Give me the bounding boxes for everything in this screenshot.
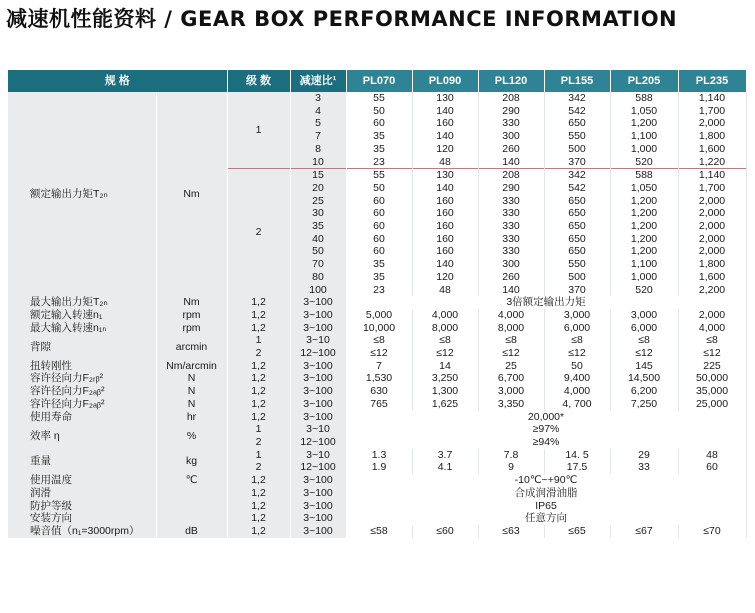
value-cell: 4,000	[412, 309, 478, 322]
value-cell: 120	[412, 271, 478, 284]
header-stage: 级 数	[227, 70, 290, 92]
ratio-cell: 70	[290, 258, 346, 271]
value-cell: ≤65	[544, 525, 610, 538]
value-cell: 160	[412, 117, 478, 130]
value-cell: 145	[610, 360, 678, 373]
unit-cell: ℃	[156, 474, 227, 487]
table-row	[8, 322, 746, 335]
header-spec: 规 格	[8, 70, 227, 92]
value-cell: 1,140	[678, 169, 746, 182]
ratio-cell: 3~10	[290, 423, 346, 436]
value-cell: ≤8	[412, 334, 478, 347]
value-cell: 650	[544, 207, 610, 220]
value-cell: 60	[346, 245, 412, 258]
header-model-pl070: PL070	[346, 70, 412, 92]
value-cell: 60	[346, 233, 412, 246]
ratio-cell: 3~100	[290, 309, 346, 322]
value-cell: ≤8	[544, 334, 610, 347]
value-cell: 3,000	[478, 385, 544, 398]
ratio-cell: 10	[290, 156, 346, 169]
value-cell: 1,200	[610, 195, 678, 208]
value-cell: 1,140	[678, 92, 746, 105]
row-label-efficiency: 效率 η	[8, 423, 156, 448]
value-cell: 9	[478, 461, 544, 474]
value-cell: 50	[346, 182, 412, 195]
value-cell: 25	[478, 360, 544, 373]
value-cell: 300	[478, 258, 544, 271]
value-cell: 140	[412, 258, 478, 271]
unit-cell	[156, 512, 227, 525]
ratio-cell: 3~100	[290, 372, 346, 385]
value-cell: 合成润滑油脂	[346, 487, 746, 500]
value-cell: 500	[544, 143, 610, 156]
value-cell: 550	[544, 130, 610, 143]
value-cell: 650	[544, 220, 610, 233]
unit-cell: Nm	[156, 296, 227, 309]
ratio-cell: 4	[290, 105, 346, 118]
value-cell: 1,700	[678, 182, 746, 195]
value-cell: 48	[678, 449, 746, 462]
value-cell: 3,000	[544, 309, 610, 322]
value-cell: 17.5	[544, 461, 610, 474]
ratio-cell: 15	[290, 169, 346, 182]
value-cell: 330	[478, 245, 544, 258]
value-cell: 3,000	[610, 309, 678, 322]
value-cell: 1,200	[610, 245, 678, 258]
value-cell: 160	[412, 220, 478, 233]
header-model-pl235: PL235	[678, 70, 746, 92]
row-label-radial-force: 容许径向力F₂ₐᵦ²	[8, 398, 156, 411]
value-cell: 1,050	[610, 182, 678, 195]
row-label-protection: 防护等级	[8, 500, 156, 513]
value-cell: 60	[346, 195, 412, 208]
row-label-noise: 噪音值（n₁=3000rpm）	[8, 525, 156, 538]
table-row	[8, 449, 746, 462]
value-cell: 7,250	[610, 398, 678, 411]
value-cell: 14,500	[610, 372, 678, 385]
ratio-cell: 12~100	[290, 461, 346, 474]
value-cell: 370	[544, 156, 610, 169]
value-cell: 10,000	[346, 322, 412, 335]
ratio-cell: 3~10	[290, 334, 346, 347]
value-cell: 330	[478, 117, 544, 130]
value-cell: 1,220	[678, 156, 746, 169]
value-cell: 7	[346, 360, 412, 373]
value-cell: 50	[544, 360, 610, 373]
table-row	[8, 385, 746, 398]
header-ratio: 减速比¹	[290, 70, 346, 92]
value-cell: 1,200	[610, 117, 678, 130]
stage-cell: 1,2	[227, 360, 290, 373]
value-cell: ≤12	[610, 347, 678, 360]
stage-cell: 2	[227, 347, 290, 360]
unit-cell: rpm	[156, 322, 227, 335]
stage-cell: 2	[227, 461, 290, 474]
value-cell: 2,000	[678, 117, 746, 130]
row-label-service-life: 使用寿命	[8, 411, 156, 424]
unit-cell: %	[156, 423, 227, 448]
value-cell: 650	[544, 245, 610, 258]
row-label-backlash: 背隙	[8, 334, 156, 359]
value-cell: 1,700	[678, 105, 746, 118]
value-cell: 1,530	[346, 372, 412, 385]
value-cell: 520	[610, 156, 678, 169]
value-cell: 1,600	[678, 143, 746, 156]
value-cell: ≥97%	[346, 423, 746, 436]
value-cell: 330	[478, 207, 544, 220]
value-cell: ≤12	[478, 347, 544, 360]
row-label-lubrication: 润滑	[8, 487, 156, 500]
table-row	[8, 512, 746, 525]
value-cell: 370	[544, 284, 610, 297]
header-model-pl090: PL090	[412, 70, 478, 92]
value-cell: 6,000	[610, 322, 678, 335]
stage-cell: 1,2	[227, 411, 290, 424]
value-cell: ≤12	[544, 347, 610, 360]
value-cell: 1,800	[678, 130, 746, 143]
value-cell: 14	[412, 360, 478, 373]
value-cell: 2,000	[678, 195, 746, 208]
value-cell: 1,625	[412, 398, 478, 411]
stage-cell: 1,2	[227, 372, 290, 385]
value-cell: 9,400	[544, 372, 610, 385]
header-model-pl120: PL120	[478, 70, 544, 92]
row-label-weight: 重量	[8, 449, 156, 474]
header-model-pl155: PL155	[544, 70, 610, 92]
table-row	[8, 525, 746, 538]
ratio-cell: 8	[290, 143, 346, 156]
value-cell: 55	[346, 169, 412, 182]
value-cell: 342	[544, 169, 610, 182]
value-cell: 1.9	[346, 461, 412, 474]
value-cell: 140	[478, 156, 544, 169]
ratio-cell: 5	[290, 117, 346, 130]
row-label-mounting: 安装方向	[8, 512, 156, 525]
unit-cell: Nm/arcmin	[156, 360, 227, 373]
table-header-row	[8, 70, 746, 92]
value-cell: 520	[610, 284, 678, 297]
row-label-max-speed: 最大输入转速n₁ₙ	[8, 322, 156, 335]
value-cell: 35,000	[678, 385, 746, 398]
value-cell: 5,000	[346, 309, 412, 322]
value-cell: 650	[544, 195, 610, 208]
value-cell: 23	[346, 156, 412, 169]
value-cell: 650	[544, 233, 610, 246]
value-cell: 290	[478, 182, 544, 195]
value-cell: 1,800	[678, 258, 746, 271]
ratio-cell: 20	[290, 182, 346, 195]
value-cell: 160	[412, 233, 478, 246]
unit-cell: N	[156, 385, 227, 398]
value-cell: 20,000*	[346, 411, 746, 424]
ratio-cell: 25	[290, 195, 346, 208]
ratio-cell: 3~100	[290, 385, 346, 398]
ratio-cell: 30	[290, 207, 346, 220]
table-row	[8, 423, 746, 436]
ratio-cell: 7	[290, 130, 346, 143]
unit-cell	[156, 487, 227, 500]
value-cell: 4, 700	[544, 398, 610, 411]
table-row	[8, 411, 746, 424]
value-cell: 290	[478, 105, 544, 118]
row-label-stiffness: 扭转刚性	[8, 360, 156, 373]
stage-cell: 1,2	[227, 474, 290, 487]
value-cell: 208	[478, 169, 544, 182]
value-cell: 342	[544, 92, 610, 105]
value-cell: 1.3	[346, 449, 412, 462]
value-cell: 630	[346, 385, 412, 398]
ratio-cell: 3~100	[290, 525, 346, 538]
value-cell: ≤60	[412, 525, 478, 538]
stage-cell: 1,2	[227, 398, 290, 411]
value-cell: 50	[346, 105, 412, 118]
value-cell: 160	[412, 207, 478, 220]
value-cell: ≥94%	[346, 436, 746, 449]
value-cell: 35	[346, 258, 412, 271]
value-cell: 1,100	[610, 258, 678, 271]
ratio-cell: 3~100	[290, 322, 346, 335]
value-cell: IP65	[346, 500, 746, 513]
value-cell: 6,700	[478, 372, 544, 385]
value-cell: 500	[544, 271, 610, 284]
value-cell: ≤8	[678, 334, 746, 347]
value-cell: 1,050	[610, 105, 678, 118]
value-cell: 4,000	[478, 309, 544, 322]
value-cell: 1,100	[610, 130, 678, 143]
value-cell: 4,000	[544, 385, 610, 398]
unit-cell: N	[156, 372, 227, 385]
value-cell: 765	[346, 398, 412, 411]
value-cell: 300	[478, 130, 544, 143]
value-cell: 1,300	[412, 385, 478, 398]
value-cell: 588	[610, 92, 678, 105]
value-cell: 588	[610, 169, 678, 182]
stage-cell: 1,2	[227, 322, 290, 335]
row-label-temperature: 使用温度	[8, 474, 156, 487]
value-cell: 160	[412, 195, 478, 208]
value-cell: 550	[544, 258, 610, 271]
value-cell: 330	[478, 195, 544, 208]
value-cell: -10℃~+90℃	[346, 474, 746, 487]
value-cell: 140	[412, 105, 478, 118]
value-cell: 1,200	[610, 233, 678, 246]
value-cell: 55	[346, 92, 412, 105]
value-cell: 48	[412, 156, 478, 169]
row-label-radial-force: 容许径向力F₂ₐᵦ²	[8, 385, 156, 398]
table-row	[8, 372, 746, 385]
value-cell: 33	[610, 461, 678, 474]
value-cell: ≤58	[346, 525, 412, 538]
unit-rated-torque: Nm	[156, 92, 227, 296]
value-cell: 23	[346, 284, 412, 297]
value-cell: 330	[478, 220, 544, 233]
value-cell: 60	[678, 461, 746, 474]
unit-cell: kg	[156, 449, 227, 474]
ratio-cell: 80	[290, 271, 346, 284]
stage-cell: 2	[227, 436, 290, 449]
ratio-cell: 3~100	[290, 512, 346, 525]
unit-cell: hr	[156, 411, 227, 424]
value-cell: 60	[346, 207, 412, 220]
table-body	[8, 92, 746, 538]
value-cell: 542	[544, 105, 610, 118]
ratio-cell: 100	[290, 284, 346, 297]
value-cell: 140	[412, 182, 478, 195]
value-cell: 14. 5	[544, 449, 610, 462]
table-row	[8, 296, 746, 309]
row-label-rated-torque: 额定输出力矩T₂ₙ	[8, 92, 156, 296]
value-cell: ≤8	[478, 334, 544, 347]
value-cell: 140	[478, 284, 544, 297]
value-cell: 1,000	[610, 143, 678, 156]
table-row	[8, 487, 746, 500]
value-cell: 50,000	[678, 372, 746, 385]
value-cell: 6,200	[610, 385, 678, 398]
value-cell: ≤12	[346, 347, 412, 360]
value-cell: 35	[346, 130, 412, 143]
value-cell: 35	[346, 143, 412, 156]
value-cell: ≤70	[678, 525, 746, 538]
value-cell: 208	[478, 92, 544, 105]
value-cell: 2,000	[678, 207, 746, 220]
ratio-cell: 3~100	[290, 411, 346, 424]
performance-table	[8, 70, 747, 538]
ratio-cell: 35	[290, 220, 346, 233]
value-cell: 120	[412, 143, 478, 156]
value-cell: ≤12	[678, 347, 746, 360]
stage-cell: 1,2	[227, 296, 290, 309]
ratio-cell: 3~100	[290, 398, 346, 411]
value-cell: 1,200	[610, 207, 678, 220]
value-cell: 7.8	[478, 449, 544, 462]
ratio-cell: 3~100	[290, 474, 346, 487]
stage-cell: 1	[227, 423, 290, 436]
unit-cell: N	[156, 398, 227, 411]
table-row	[8, 309, 746, 322]
value-cell: 35	[346, 271, 412, 284]
row-label-radial-force: 容许径向力F₂ᵣᵦ²	[8, 372, 156, 385]
value-cell: 1,200	[610, 220, 678, 233]
value-cell: 3倍额定输出力矩	[346, 296, 746, 309]
value-cell: 2,000	[678, 245, 746, 258]
value-cell: 2,000	[678, 309, 746, 322]
value-cell: ≤8	[610, 334, 678, 347]
stage-cell: 1,2	[227, 500, 290, 513]
value-cell: ≤67	[610, 525, 678, 538]
stage-cell: 1	[227, 334, 290, 347]
ratio-cell: 3~100	[290, 360, 346, 373]
unit-cell: rpm	[156, 309, 227, 322]
value-cell: 130	[412, 92, 478, 105]
stage-cell: 1,2	[227, 512, 290, 525]
ratio-cell: 3~10	[290, 449, 346, 462]
stage-cell: 1	[227, 449, 290, 462]
ratio-cell: 12~100	[290, 436, 346, 449]
stage-cell: 1,2	[227, 525, 290, 538]
value-cell: 1,600	[678, 271, 746, 284]
value-cell: 2,200	[678, 284, 746, 297]
value-cell: 330	[478, 233, 544, 246]
ratio-cell: 40	[290, 233, 346, 246]
value-cell: 140	[412, 130, 478, 143]
value-cell: ≤12	[412, 347, 478, 360]
value-cell: 2,000	[678, 220, 746, 233]
value-cell: ≤63	[478, 525, 544, 538]
value-cell: 1,000	[610, 271, 678, 284]
value-cell: 3,250	[412, 372, 478, 385]
ratio-cell: 3	[290, 92, 346, 105]
ratio-cell: 12~100	[290, 347, 346, 360]
value-cell: ≤8	[346, 334, 412, 347]
value-cell: 25,000	[678, 398, 746, 411]
value-cell: 3,350	[478, 398, 544, 411]
ratio-cell: 50	[290, 245, 346, 258]
value-cell: 6,000	[544, 322, 610, 335]
page-title: 减速机性能资料 / GEAR BOX PERFORMANCE INFORMATION	[6, 7, 678, 31]
value-cell: 225	[678, 360, 746, 373]
table-row	[8, 500, 746, 513]
stage-cell: 1	[227, 92, 290, 169]
value-cell: 4,000	[678, 322, 746, 335]
stage-cell: 1,2	[227, 487, 290, 500]
row-label-max-torque: 最大输出力矩T₂ₙ	[8, 296, 156, 309]
value-cell: 48	[412, 284, 478, 297]
value-cell: 60	[346, 117, 412, 130]
table-row	[8, 360, 746, 373]
ratio-cell: 3~100	[290, 296, 346, 309]
value-cell: 4.1	[412, 461, 478, 474]
stage-cell: 2	[227, 169, 290, 297]
value-cell: 2,000	[678, 233, 746, 246]
value-cell: 650	[544, 117, 610, 130]
table-row	[8, 334, 746, 347]
value-cell: 260	[478, 143, 544, 156]
table-row	[8, 92, 746, 105]
value-cell: 8,000	[478, 322, 544, 335]
value-cell: 130	[412, 169, 478, 182]
row-label-rated-speed: 额定输入转速n₁	[8, 309, 156, 322]
unit-cell: dB	[156, 525, 227, 538]
value-cell: 29	[610, 449, 678, 462]
value-cell: 542	[544, 182, 610, 195]
table-row	[8, 474, 746, 487]
value-cell: 8,000	[412, 322, 478, 335]
value-cell: 160	[412, 245, 478, 258]
ratio-cell: 3~100	[290, 500, 346, 513]
table-row	[8, 398, 746, 411]
value-cell: 260	[478, 271, 544, 284]
header-model-pl205: PL205	[610, 70, 678, 92]
value-cell: 任意方向	[346, 512, 746, 525]
value-cell: 60	[346, 220, 412, 233]
ratio-cell: 3~100	[290, 487, 346, 500]
value-cell: 3.7	[412, 449, 478, 462]
stage-cell: 1,2	[227, 385, 290, 398]
unit-cell: arcmin	[156, 334, 227, 359]
stage-cell: 1,2	[227, 309, 290, 322]
unit-cell	[156, 500, 227, 513]
